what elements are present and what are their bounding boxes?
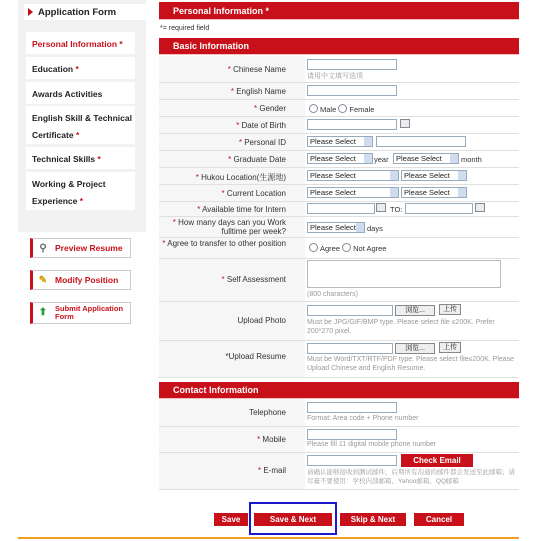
available-time-label: Available time for Intern [202, 205, 286, 214]
current-city-select[interactable]: Please Select [401, 187, 467, 198]
gender-row: * Gender Male Female [159, 100, 519, 117]
english-name-label: English Name [236, 87, 286, 96]
available-from-input[interactable] [307, 203, 375, 214]
sidebar-item-awards-activities[interactable]: Awards Activities [26, 82, 135, 104]
personal-id-row: * Personal ID Please Select [159, 134, 519, 151]
year-label: year [374, 155, 389, 164]
days-fulltime-select[interactable]: Please Select [307, 222, 365, 233]
graduate-year-select[interactable]: Please Select [307, 153, 373, 164]
personal-id-label: Personal ID [244, 138, 286, 147]
english-name-row: * English Name [159, 83, 519, 100]
mobile-label: Mobile [262, 435, 286, 444]
calendar-icon[interactable] [475, 203, 485, 212]
save-next-button[interactable]: Save & Next [254, 513, 332, 526]
hukou-label: Hukou Location(生源地) [201, 173, 286, 182]
upload-resume-label: *Upload Resume [225, 352, 286, 361]
english-name-input[interactable] [307, 85, 397, 96]
telephone-input[interactable] [307, 402, 397, 413]
sidebar-item-technical-skills[interactable]: Technical Skills * [26, 147, 135, 169]
hukou-province-select[interactable]: Please Select [307, 170, 399, 181]
days-fulltime-row: * How many days can you Work fulltime per week? Please Select days [159, 217, 519, 238]
email-input[interactable] [307, 455, 397, 466]
days-fulltime-label: How many days can you Work fulltime per week? [178, 218, 286, 236]
basic-information-header: Basic Information [159, 38, 519, 55]
current-province-select[interactable]: Please Select [307, 187, 399, 198]
sidebar-item-education[interactable]: Education * [26, 57, 135, 79]
transfer-not-agree-radio[interactable] [342, 243, 351, 252]
contact-information-header: Contact Information [159, 382, 519, 399]
email-row: * E-mail Check Email 请确认能够接收到测试邮件，后期所有沟通的邮件都会发送至此邮箱；请尽量不要使用：学校内部邮箱、Yahoo邮箱、QQ邮箱 [159, 453, 519, 490]
save-button[interactable]: Save [214, 513, 248, 526]
transfer-row: * Agree to transfer to other position Agree Not Agree [159, 238, 519, 259]
graduate-month-select[interactable]: Please Select [393, 153, 459, 164]
sidebar-item-personal-information[interactable]: Personal Information * [26, 32, 135, 54]
chinese-name-label: Chinese Name [233, 65, 286, 74]
available-to-input[interactable] [405, 203, 473, 214]
upload-photo-upload-button[interactable]: 上传 [439, 304, 461, 315]
upload-resume-hint: Must be Word/TXT/RTF/PDF type. Please select file≤200K. Please Upload Chinese and English Resume. [307, 356, 515, 372]
transfer-label: Agree to transfer to other position [167, 239, 286, 248]
chinese-name-row: * Chinese Name 请用中文填写选项 [159, 56, 519, 83]
submit-application-button[interactable]: ⬆ Submit Application Form [30, 302, 131, 324]
dob-label: Date of Birth [241, 121, 286, 130]
chinese-name-input[interactable] [307, 59, 397, 70]
telephone-hint: Format: Area code + Phone number [307, 415, 419, 422]
current-location-row: * Current Location Please Select Please Select [159, 185, 519, 202]
personal-id-input[interactable] [376, 136, 466, 147]
dob-input[interactable] [307, 119, 397, 130]
magnifier-icon: ⚲ [39, 242, 47, 254]
arrow-icon [28, 8, 33, 16]
upload-resume-upload-button[interactable]: 上传 [439, 342, 461, 353]
upload-resume-browse-button[interactable]: 浏览... [395, 343, 435, 354]
modify-position-button[interactable]: ✎ Modify Position [30, 270, 131, 290]
graduate-date-row: * Graduate Date Please Select year Please Select month [159, 151, 519, 168]
footer-divider [18, 537, 519, 539]
month-label: month [461, 155, 482, 164]
self-assessment-label: Self Assessment [226, 275, 286, 284]
telephone-row [159, 399, 519, 427]
calendar-icon[interactable] [376, 203, 386, 212]
preview-resume-button[interactable]: ⚲ Preview Resume [30, 238, 131, 258]
graduate-date-label: Graduate Date [233, 155, 286, 164]
transfer-agree-radio[interactable] [309, 243, 318, 252]
upload-photo-browse-button[interactable]: 浏览... [395, 305, 435, 316]
self-assessment-textarea[interactable] [307, 260, 501, 288]
mobile-hint: Please fill 11 digital mobile phone number [307, 441, 437, 448]
upload-resume-row [159, 341, 519, 378]
check-email-button[interactable]: Check Email [401, 454, 473, 467]
pencil-icon: ✎ [38, 274, 48, 286]
upload-resume-path[interactable] [307, 343, 393, 354]
sidebar-item-english-skill[interactable]: English Skill & Technical Certificate * [26, 106, 135, 144]
personal-id-type-select[interactable]: Please Select [307, 136, 373, 147]
self-assessment-row: * Self Assessment (800 characters) [159, 259, 519, 302]
mobile-row: * Mobile Please fill 11 digital mobile phone number [159, 427, 519, 453]
hukou-city-select[interactable]: Please Select [401, 170, 467, 181]
email-label: E-mail [263, 466, 286, 475]
sidebar-title: Application Form [24, 4, 146, 20]
upload-photo-hint: Must be JPG/GIF/BMP type. Please select file ≤200K. Prefer 200*270 pixel. [307, 319, 495, 335]
upload-photo-label: Upload Photo [237, 316, 286, 325]
skip-next-button[interactable]: Skip & Next [340, 513, 406, 526]
cancel-button[interactable]: Cancel [414, 513, 464, 526]
email-hint: 请确认能够接收到测试邮件，后期所有沟通的邮件都会发送至此邮箱；请尽量不要使用：学校内部邮箱、Yahoo邮箱、QQ邮箱 [307, 469, 515, 485]
required-field-note: *= required field [160, 25, 210, 32]
arrow-up-icon: ⬆ [38, 307, 48, 318]
to-label: TO: [390, 205, 403, 214]
available-time-row: * Available time for Intern TO: [159, 202, 519, 217]
mobile-input[interactable] [307, 429, 397, 440]
hukou-row: * Hukou Location(生源地) Please Select Please Select [159, 168, 519, 185]
current-location-label: Current Location [226, 189, 286, 198]
gender-male-radio[interactable] [309, 104, 318, 113]
gender-label: Gender [259, 104, 286, 113]
self-assessment-hint: (800 characters) [307, 291, 358, 298]
upload-photo-row [159, 302, 519, 341]
dob-row: * Date of Birth [159, 117, 519, 134]
telephone-label: Telephone [249, 408, 286, 417]
personal-information-header: Personal Information * [159, 2, 519, 20]
sidebar-item-working-project[interactable]: Working & Project Experience * [26, 172, 135, 210]
upload-photo-path[interactable] [307, 305, 393, 316]
days-unit: days [367, 224, 383, 233]
calendar-icon[interactable] [400, 119, 410, 128]
chinese-name-hint: 请用中文填写选项 [307, 73, 363, 80]
gender-female-radio[interactable] [338, 104, 347, 113]
